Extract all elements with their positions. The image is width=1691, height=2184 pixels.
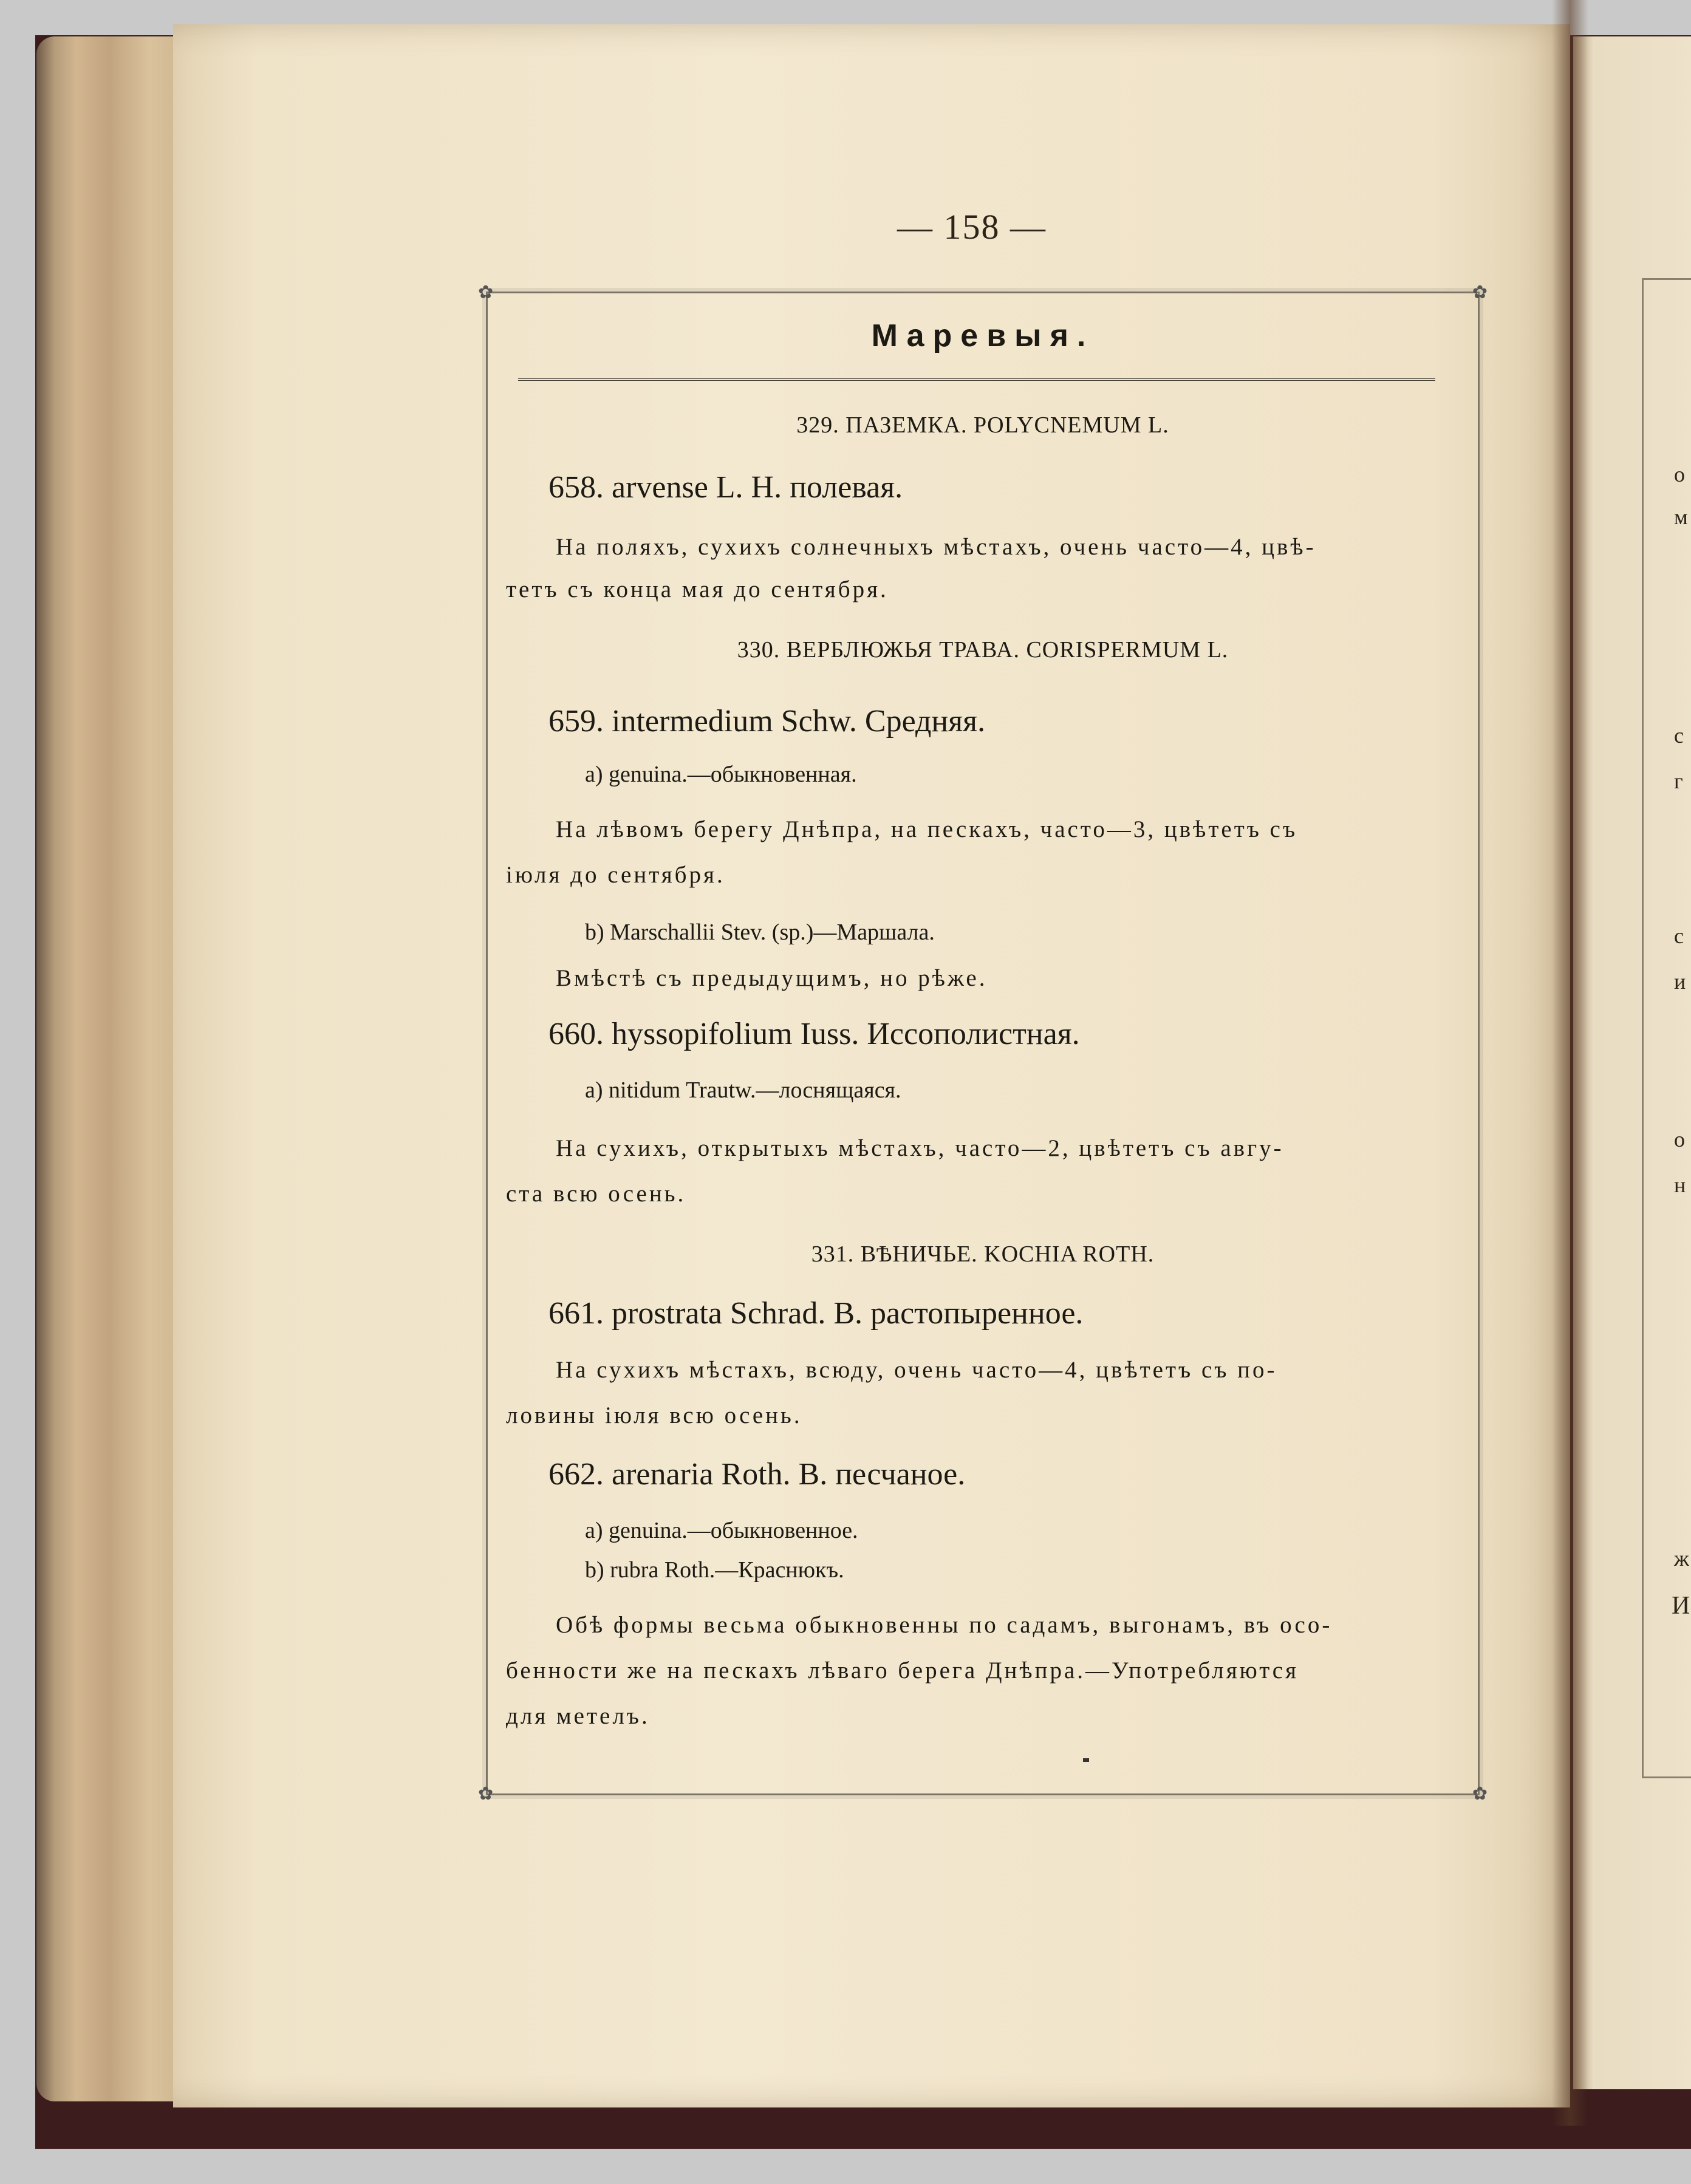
form-659b: b) Marschallii Stev. (sp.)—Маршала. <box>585 920 935 945</box>
facing-page-fragment: о <box>1674 462 1685 486</box>
facing-page-fragment: о <box>1674 1127 1685 1152</box>
text-662-line1: Обѣ формы весьма обыкновенны по садамъ, выгонамъ, въ осо- <box>556 1612 1333 1638</box>
text-662-line2: бенности же на пескахъ лѣваго берега Днѣпра.—Употребляются <box>506 1657 1299 1684</box>
text-660-line1: На сухихъ, открытыхъ мѣстахъ, часто—2, цвѣтетъ съ авгу- <box>556 1135 1284 1161</box>
genus-heading-330: 330. ВЕРБЛЮЖЬЯ ТРАВА. CORISPERMUM L. <box>737 637 1229 663</box>
text-659a-line2: іюля до сентября. <box>506 862 725 888</box>
corner-ornament-icon: ✿ <box>1472 1784 1488 1804</box>
species-661: 661. prostrata Schrad. B. растопыренное. <box>548 1296 1084 1331</box>
heading-rule <box>518 378 1435 381</box>
text-659b-line1: Вмѣстѣ съ предыдущимъ, но рѣже. <box>556 965 988 991</box>
species-658: 658. arvense L. H. полевая. <box>548 470 903 505</box>
facing-page-fragment: и <box>1674 969 1686 994</box>
page-number: — 158 — <box>897 207 1047 247</box>
corner-ornament-icon: ✿ <box>478 282 494 302</box>
facing-page-fragment: ж <box>1674 1546 1689 1571</box>
facing-page-fragment: н <box>1674 1173 1686 1197</box>
species-659: 659. intermedium Schw. Средняя. <box>548 704 986 739</box>
form-660a: a) nitidum Trautw.—лоснящаяся. <box>585 1077 901 1103</box>
species-660: 660. hyssopifolium Iuss. Иссополистная. <box>548 1017 1080 1051</box>
species-662: 662. arenaria Roth. B. песчаное. <box>548 1457 966 1492</box>
corner-ornament-icon: ✿ <box>1472 282 1488 302</box>
print-speck <box>1083 1758 1089 1762</box>
text-658-line1: На поляхъ, сухихъ солнечныхъ мѣстахъ, очень часто—4, цвѣ- <box>556 534 1316 560</box>
corner-ornament-icon: ✿ <box>478 1784 494 1804</box>
genus-heading-331: 331. ВѢНИЧЬЕ. KOCHIA ROTH. <box>811 1241 1155 1267</box>
facing-page-fragment: с <box>1674 723 1684 748</box>
text-659a-line1: На лѣвомъ берегу Днѣпра, на пескахъ, часто—3, цвѣтетъ съ <box>556 816 1298 842</box>
facing-page-fragment: м <box>1674 505 1688 529</box>
text-frame <box>478 282 1488 1804</box>
text-661-line2: ловины іюля всю осень. <box>506 1402 802 1428</box>
form-659a: a) genuina.—обыкновенная. <box>585 762 857 787</box>
text-662-line3: для метелъ. <box>506 1703 650 1729</box>
genus-heading-329: 329. ПАЗЕМКА. POLYCNEMUM L. <box>796 412 1169 438</box>
text-660-line2: ста всю осень. <box>506 1181 686 1207</box>
facing-page-fragment: г <box>1674 769 1683 793</box>
form-662a: a) genuina.—обыкновенное. <box>585 1518 858 1543</box>
book-gutter <box>1552 0 1588 2126</box>
family-heading: Маревыя. <box>871 318 1095 353</box>
text-658-line2: тетъ съ конца мая до сентября. <box>506 576 889 602</box>
facing-page-fragment: И <box>1672 1592 1690 1620</box>
text-661-line1: На сухихъ мѣстахъ, всюду, очень часто—4, цвѣтетъ съ по- <box>556 1357 1277 1383</box>
facing-page-fragment: с <box>1674 924 1684 948</box>
form-662b: b) rubra Roth.—Краснюкъ. <box>585 1557 844 1583</box>
